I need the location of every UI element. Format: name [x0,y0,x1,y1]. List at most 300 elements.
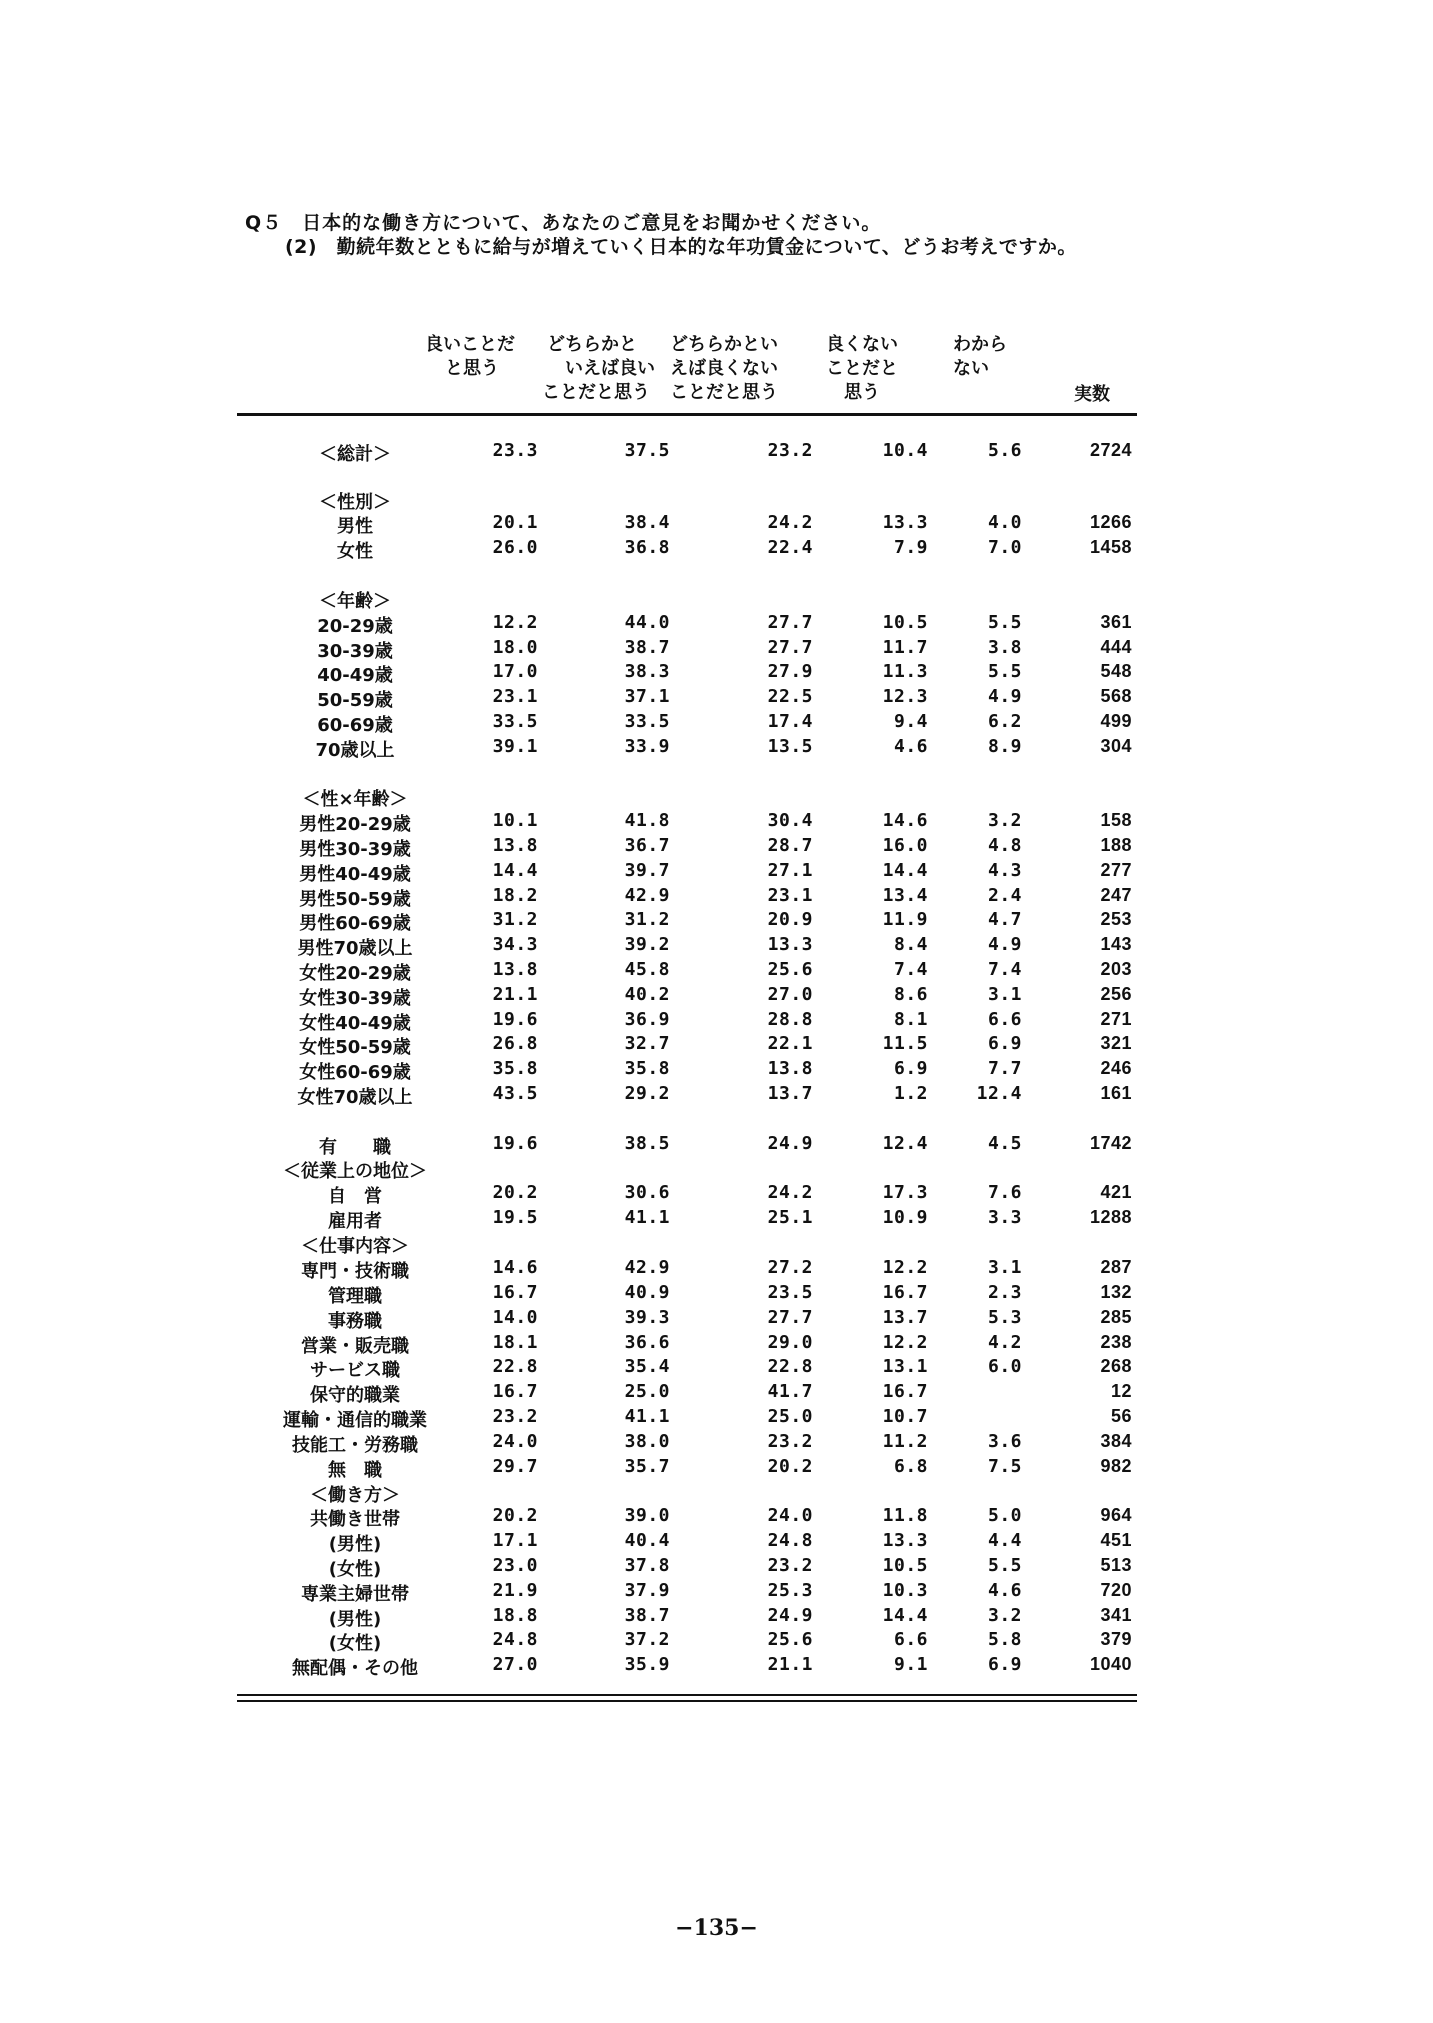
row-value: 247 [1100,885,1132,905]
row-value: 4.6 [893,736,928,757]
row-value: 384 [1100,1431,1132,1451]
table-row [0,1332,1433,1356]
row-label: ＜働き方＞ [310,1485,400,1506]
row-value: 13.7 [767,1083,813,1104]
row-value: 7.6 [987,1182,1022,1203]
row-label: 男性70歳以上 [297,938,413,959]
row-value: 13.3 [882,512,928,533]
row-value: 13.7 [882,1307,928,1328]
row-value: 3.8 [987,637,1022,658]
header-col-bad-line2: ことだと [826,358,898,379]
table-row [0,1058,1433,1082]
row-value: 43.5 [492,1083,538,1104]
row-value: 253 [1100,909,1132,929]
row-value: 17.4 [767,711,813,732]
row-value: 9.4 [893,711,928,732]
row-value: 27.2 [767,1257,813,1278]
row-label: ＜総計＞ [319,444,391,465]
table-row [0,959,1433,983]
row-value: 21.1 [492,984,538,1005]
row-value: 7.0 [987,537,1022,558]
row-value: 23.0 [492,1555,538,1576]
row-value: 444 [1100,637,1132,657]
row-value: 39.7 [624,860,670,881]
header-col-bad-line3: 思う [844,382,880,403]
row-value: 4.2 [987,1332,1022,1353]
row-value: 12.2 [882,1332,928,1353]
row-value: 2.3 [987,1282,1022,1303]
question-title: Q５ 日本的な働き方について、あなたのご意見をお聞かせください。 [245,212,882,234]
row-value: 24.8 [767,1530,813,1551]
row-value: 361 [1100,612,1132,632]
header-col-dont-know-line1: わから [953,334,1007,355]
row-value: 23.1 [767,885,813,906]
row-value: 4.7 [987,909,1022,930]
row-value: 29.7 [492,1456,538,1477]
row-value: 22.8 [492,1356,538,1377]
row-value: 277 [1100,860,1132,880]
table-row [0,984,1433,1008]
row-value: 39.2 [624,934,670,955]
row-value: 161 [1100,1083,1132,1103]
row-value: 5.6 [987,440,1022,461]
row-value: 25.3 [767,1580,813,1601]
row-value: 238 [1100,1332,1132,1352]
row-value: 37.1 [624,686,670,707]
row-value: 23.3 [492,440,538,461]
table-bottom-rule-double [237,1700,1137,1702]
row-value: 28.8 [767,1009,813,1030]
row-value: 421 [1100,1182,1132,1202]
row-value: 41.7 [767,1381,813,1402]
row-value: 40.4 [624,1530,670,1551]
row-label: 運輸・通信的職業 [283,1410,427,1431]
row-value: 28.7 [767,835,813,856]
row-value: 45.8 [624,959,670,980]
row-value: 38.3 [624,661,670,682]
table-row [0,1381,1433,1405]
table-row [0,537,1433,561]
table-row [0,1207,1433,1231]
row-value: 11.7 [882,637,928,658]
row-value: 23.5 [767,1282,813,1303]
row-value: 13.4 [882,885,928,906]
row-value: 32.7 [624,1033,670,1054]
row-value: 12.3 [882,686,928,707]
row-value: 5.5 [987,661,1022,682]
row-label: 男性60-69歳 [299,913,411,934]
row-label: 専業主婦世帯 [301,1584,409,1605]
row-value: 720 [1100,1580,1132,1600]
row-value: 18.1 [492,1332,538,1353]
row-value: 44.0 [624,612,670,633]
row-value: 8.6 [893,984,928,1005]
table-row [0,1629,1433,1653]
row-label: 女性 [337,541,373,562]
row-value: 982 [1100,1456,1132,1476]
row-value: 6.2 [987,711,1022,732]
row-value: 2.4 [987,885,1022,906]
row-value: 4.0 [987,512,1022,533]
row-value: 36.6 [624,1332,670,1353]
table-row [0,1481,1433,1505]
row-value: 35.8 [492,1058,538,1079]
row-label: 男性50-59歳 [299,889,411,910]
row-label: 女性40-49歳 [299,1013,411,1034]
row-value: 1742 [1089,1133,1132,1153]
row-value: 14.6 [492,1257,538,1278]
table-row [0,637,1433,661]
row-label: 30-39歳 [317,641,393,662]
row-value: 38.4 [624,512,670,533]
row-value: 17.0 [492,661,538,682]
table-row [0,1530,1433,1554]
row-value: 10.5 [882,1555,928,1576]
row-label: 女性20-29歳 [299,963,411,984]
row-value: 513 [1100,1555,1132,1575]
row-label: サービス職 [310,1360,400,1381]
table-row [0,1307,1433,1331]
row-value: 29.2 [624,1083,670,1104]
row-value: 39.3 [624,1307,670,1328]
row-value: 18.0 [492,637,538,658]
row-value: 27.9 [767,661,813,682]
row-value: 6.0 [987,1356,1022,1377]
row-value: 6.9 [987,1654,1022,1675]
row-value: 35.8 [624,1058,670,1079]
header-col-good-line1: 良いことだ [425,334,515,355]
row-value: 7.7 [987,1058,1022,1079]
row-value: 10.9 [882,1207,928,1228]
row-value: 23.2 [767,1431,813,1452]
row-value: 20.2 [767,1456,813,1477]
row-value: 4.6 [987,1580,1022,1601]
table-row [0,512,1433,536]
row-value: 37.2 [624,1629,670,1650]
row-value: 19.6 [492,1009,538,1030]
row-value: 12 [1110,1381,1132,1401]
row-value: 271 [1100,1009,1132,1029]
page-number: −135− [675,1915,758,1941]
row-label: 女性70歳以上 [297,1087,413,1108]
row-label: 有 職 [319,1137,391,1158]
row-value: 4.9 [987,934,1022,955]
row-label: 60-69歳 [317,715,393,736]
table-row [0,885,1433,909]
row-value: 38.0 [624,1431,670,1452]
table-row [0,1133,1433,1157]
row-value: 20.1 [492,512,538,533]
row-value: 256 [1100,984,1132,1004]
row-value: 25.6 [767,959,813,980]
row-label: 70歳以上 [315,740,395,761]
table-row [0,1356,1433,1380]
header-col-good-line2: と思う [445,358,499,379]
row-value: 16.7 [882,1282,928,1303]
row-value: 36.7 [624,835,670,856]
row-value: 268 [1100,1356,1132,1376]
table-row [0,587,1433,611]
row-value: 21.9 [492,1580,538,1601]
row-value: 1288 [1089,1207,1132,1227]
row-label: 無 職 [328,1460,382,1481]
row-value: 33.5 [624,711,670,732]
row-value: 20.2 [492,1182,538,1203]
table-row [0,1009,1433,1033]
row-value: 24.2 [767,512,813,533]
table-row [0,1033,1433,1057]
table-row [0,1282,1433,1306]
table-row [0,1505,1433,1529]
row-value: 7.4 [987,959,1022,980]
row-value: 31.2 [624,909,670,930]
row-value: 5.8 [987,1629,1022,1650]
row-value: 27.7 [767,637,813,658]
row-value: 451 [1100,1530,1132,1550]
row-value: 23.2 [767,440,813,461]
row-label: ＜従業上の地位＞ [283,1161,427,1182]
row-label: 男性 [337,516,373,537]
row-value: 18.8 [492,1605,538,1626]
row-value: 14.0 [492,1307,538,1328]
row-value: 27.7 [767,612,813,633]
row-value: 379 [1100,1629,1132,1649]
header-col-bad-line1: 良くない [826,334,898,355]
row-value: 10.7 [882,1406,928,1427]
table-row [0,934,1433,958]
row-value: 12.2 [882,1257,928,1278]
row-value: 30.4 [767,810,813,831]
row-value: 39.1 [492,736,538,757]
table-row [0,1580,1433,1604]
row-label: 女性50-59歳 [299,1037,411,1058]
row-value: 25.0 [624,1381,670,1402]
row-value: 3.2 [987,810,1022,831]
row-value: 12.4 [976,1083,1022,1104]
row-value: 24.8 [492,1629,538,1650]
row-value: 14.4 [492,860,538,881]
row-value: 11.2 [882,1431,928,1452]
row-value: 2724 [1089,440,1132,460]
row-value: 24.0 [767,1505,813,1526]
row-value: 12.4 [882,1133,928,1154]
row-value: 3.6 [987,1431,1022,1452]
row-label: 営業・販売職 [301,1336,409,1357]
header-col-rather-good-line3: ことだと思う [542,382,650,403]
table-row [0,1431,1433,1455]
table-row [0,1182,1433,1206]
row-label: (男性) [328,1609,382,1630]
row-value: 36.9 [624,1009,670,1030]
table-row [0,1555,1433,1579]
row-value: 33.9 [624,736,670,757]
row-value: 16.7 [492,1381,538,1402]
row-label: 専門・技術職 [301,1261,409,1282]
row-value: 41.1 [624,1406,670,1427]
row-value: 13.8 [492,959,538,980]
row-value: 34.3 [492,934,538,955]
row-value: 24.2 [767,1182,813,1203]
row-value: 37.8 [624,1555,670,1576]
table-row [0,1157,1433,1181]
row-value: 25.0 [767,1406,813,1427]
row-value: 3.1 [987,1257,1022,1278]
row-value: 285 [1100,1307,1132,1327]
header-col-rather-bad-line3: ことだと思う [670,382,778,403]
row-value: 11.9 [882,909,928,930]
row-value: 568 [1100,686,1132,706]
row-value: 22.8 [767,1356,813,1377]
row-value: 13.5 [767,736,813,757]
row-value: 5.3 [987,1307,1022,1328]
row-value: 1.2 [893,1083,928,1104]
row-value: 24.9 [767,1605,813,1626]
row-value: 3.1 [987,984,1022,1005]
row-value: 16.0 [882,835,928,856]
row-value: 20.2 [492,1505,538,1526]
row-value: 964 [1100,1505,1132,1525]
row-value: 10.3 [882,1580,928,1601]
row-value: 37.5 [624,440,670,461]
row-value: 42.9 [624,1257,670,1278]
row-value: 39.0 [624,1505,670,1526]
table-row [0,612,1433,636]
row-value: 6.6 [987,1009,1022,1030]
table-row [0,1232,1433,1256]
row-value: 17.3 [882,1182,928,1203]
row-value: 29.0 [767,1332,813,1353]
row-value: 6.9 [893,1058,928,1079]
header-col-rather-good-line2: いえば良い [565,358,655,379]
row-value: 23.2 [492,1406,538,1427]
row-label: 40-49歳 [317,665,393,686]
row-value: 38.7 [624,1605,670,1626]
row-value: 548 [1100,661,1132,681]
row-value: 19.6 [492,1133,538,1154]
row-value: 12.2 [492,612,538,633]
table-row [0,810,1433,834]
row-value: 40.2 [624,984,670,1005]
row-label: 男性20-29歳 [299,814,411,835]
row-value: 22.5 [767,686,813,707]
row-value: 1266 [1089,512,1132,532]
question-subtitle: (2) 勤続年数とともに給与が増えていく日本的な年功賃金について、どうお考えですか。 [285,236,1077,258]
row-value: 31.2 [492,909,538,930]
table-row [0,860,1433,884]
row-value: 27.7 [767,1307,813,1328]
row-value: 10.4 [882,440,928,461]
row-label: (女性) [328,1559,382,1580]
row-value: 10.5 [882,612,928,633]
row-value: 33.5 [492,711,538,732]
row-value: 203 [1100,959,1132,979]
row-value: 5.0 [987,1505,1022,1526]
row-value: 13.8 [492,835,538,856]
row-label: ＜仕事内容＞ [301,1236,409,1257]
row-value: 14.4 [882,860,928,881]
row-label: 20-29歳 [317,616,393,637]
row-value: 41.8 [624,810,670,831]
row-label: 女性60-69歳 [299,1062,411,1083]
row-value: 30.6 [624,1182,670,1203]
table-row [0,661,1433,685]
row-value: 188 [1100,835,1132,855]
table-row [0,711,1433,735]
row-label: ＜性別＞ [319,492,391,513]
table-row [0,686,1433,710]
row-value: 321 [1100,1033,1132,1053]
row-label: 保守的職業 [310,1385,400,1406]
row-label: ＜性×年齢＞ [302,789,408,810]
row-value: 3.3 [987,1207,1022,1228]
row-value: 22.4 [767,537,813,558]
row-label: 管理職 [328,1286,382,1307]
row-value: 6.9 [987,1033,1022,1054]
row-value: 7.9 [893,537,928,558]
row-value: 17.1 [492,1530,538,1551]
row-label: 男性30-39歳 [299,839,411,860]
table-row [0,736,1433,760]
row-value: 11.5 [882,1033,928,1054]
row-value: 287 [1100,1257,1132,1277]
row-value: 4.9 [987,686,1022,707]
row-value: 25.6 [767,1629,813,1650]
table-bottom-rule [237,1694,1137,1696]
row-value: 13.1 [882,1356,928,1377]
row-value: 26.8 [492,1033,538,1054]
row-value: 24.9 [767,1133,813,1154]
row-label: 50-59歳 [317,690,393,711]
row-value: 38.7 [624,637,670,658]
row-value: 26.0 [492,537,538,558]
header-col-rather-good-line1: どちらかと [547,334,637,355]
row-label: 男性40-49歳 [299,864,411,885]
row-value: 132 [1100,1282,1132,1302]
row-value: 5.5 [987,1555,1022,1576]
table-row [0,1083,1433,1107]
row-value: 1040 [1089,1654,1132,1674]
row-value: 158 [1100,810,1132,830]
row-value: 6.8 [893,1456,928,1477]
table-row [0,909,1433,933]
row-value: 4.4 [987,1530,1022,1551]
row-value: 13.3 [767,934,813,955]
row-value: 36.8 [624,537,670,558]
header-col-count-line1: 実数 [1074,384,1110,405]
row-value: 8.1 [893,1009,928,1030]
row-value: 7.4 [893,959,928,980]
row-value: 23.2 [767,1555,813,1576]
row-value: 3.2 [987,1605,1022,1626]
row-value: 10.1 [492,810,538,831]
row-label: 女性30-39歳 [299,988,411,1009]
row-value: 5.5 [987,612,1022,633]
row-value: 6.6 [893,1629,928,1650]
row-value: 4.5 [987,1133,1022,1154]
row-value: 18.2 [492,885,538,906]
row-label: (男性) [328,1534,382,1555]
row-value: 246 [1100,1058,1132,1078]
row-value: 4.3 [987,860,1022,881]
row-value: 38.5 [624,1133,670,1154]
row-value: 14.6 [882,810,928,831]
row-label: ＜年齢＞ [319,591,391,612]
table-row [0,1456,1433,1480]
row-value: 25.1 [767,1207,813,1228]
table-row [0,1605,1433,1629]
row-value: 143 [1100,934,1132,954]
row-value: 24.0 [492,1431,538,1452]
